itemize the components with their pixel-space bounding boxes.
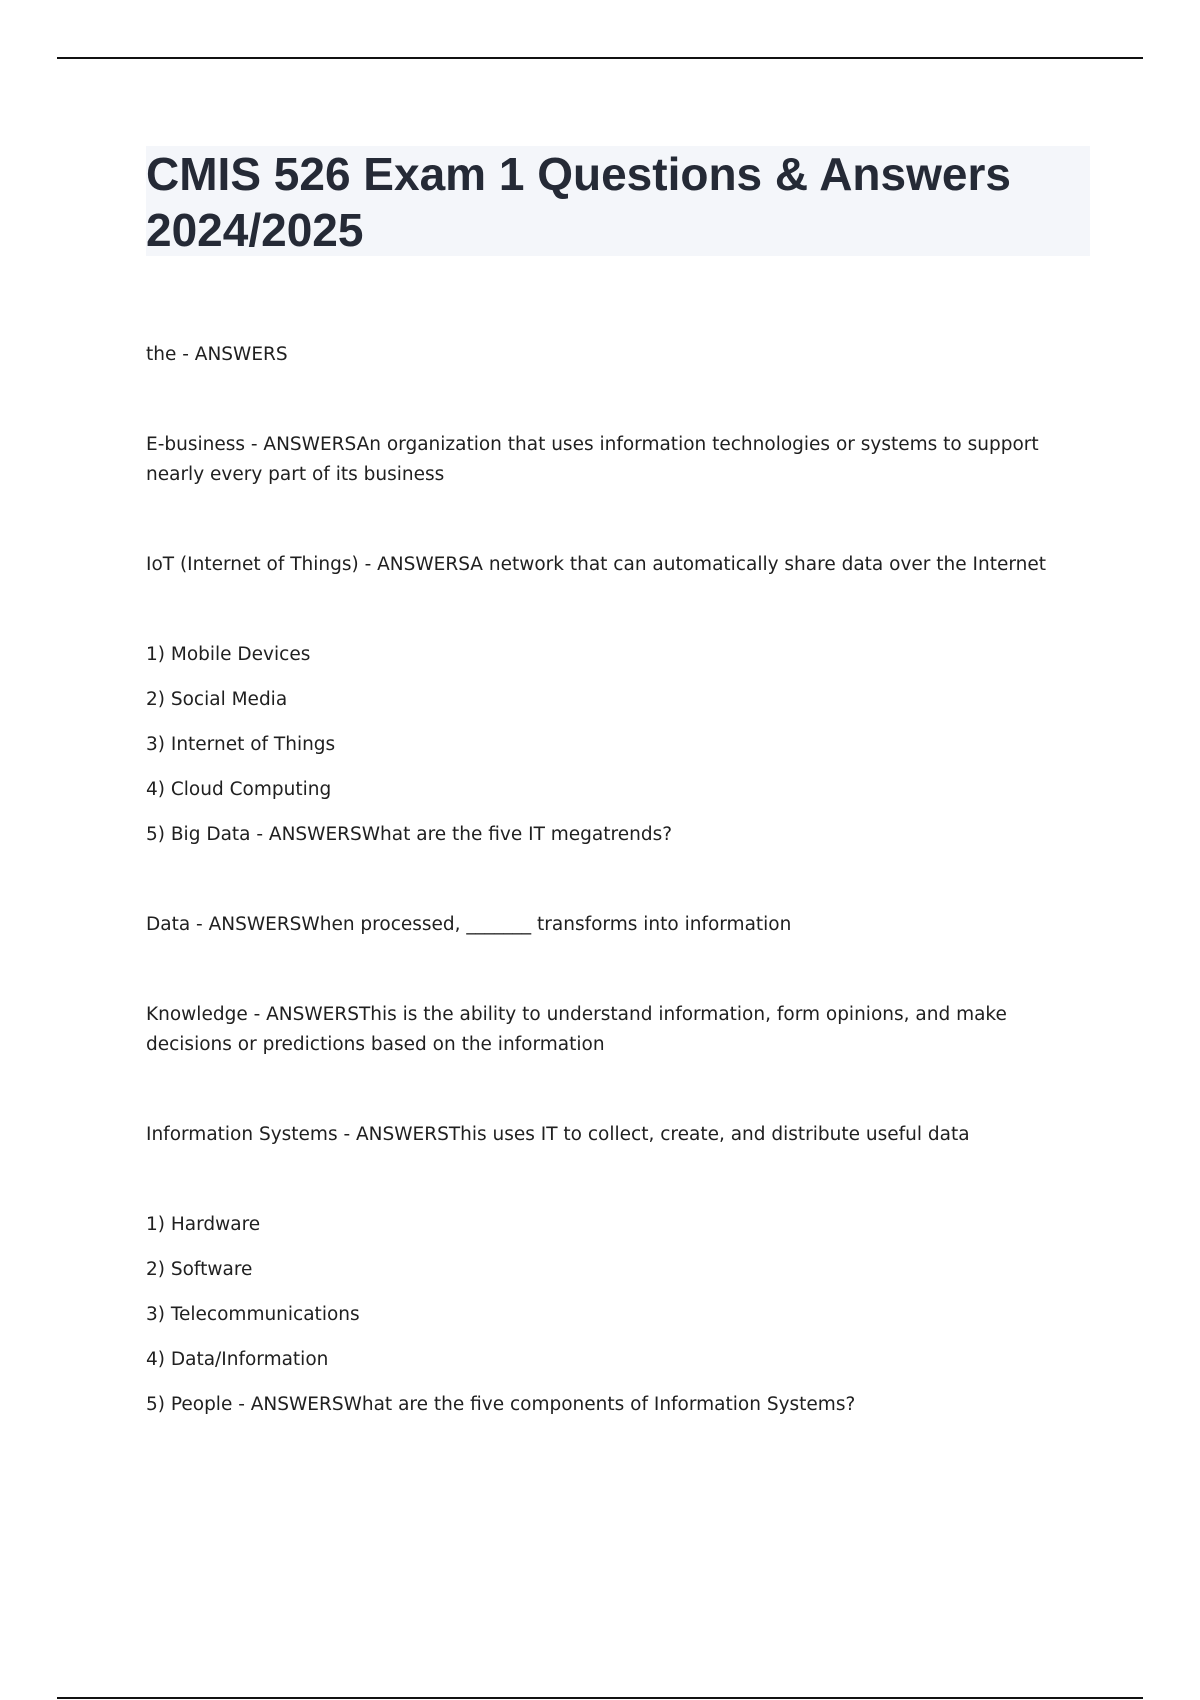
list-line: 2) Social Media	[146, 689, 288, 710]
qa-entry: IoT (Internet of Things) - ANSWERSA network that can automatically share data over the Internet	[146, 554, 1046, 575]
qa-entries	[146, 340, 1090, 1420]
qa-list-entry	[146, 1210, 1090, 1420]
list-line: 2) Software	[146, 1259, 253, 1280]
title-banner	[146, 146, 1090, 256]
list-line: 4) Cloud Computing	[146, 779, 332, 800]
list-line: 1) Mobile Devices	[146, 644, 311, 665]
list-line: 3) Telecommunications	[146, 1304, 360, 1325]
qa-entry: Information Systems - ANSWERSThis uses IT to collect, create, and distribute useful data	[146, 1124, 970, 1145]
qa-entry: E-business - ANSWERSAn organization that uses information technologies or systems to support nearly every part of its business	[146, 434, 1039, 485]
list-line: 5) People - ANSWERSWhat are the five components of Information Systems?	[146, 1394, 856, 1415]
list-line: 4) Data/Information	[146, 1349, 329, 1370]
qa-list-entry	[146, 640, 1090, 850]
document-title: CMIS 526 Exam 1 Questions & Answers 2024/2025	[146, 148, 1011, 256]
bottom-rule	[57, 1697, 1143, 1699]
qa-entry: the - ANSWERS	[146, 344, 288, 365]
qa-entry: Knowledge - ANSWERSThis is the ability to understand information, form opinions, and make decisions or predictions based on the information	[146, 1004, 1007, 1055]
qa-entry: Data - ANSWERSWhen processed, _______ transforms into information	[146, 914, 792, 935]
top-rule	[57, 57, 1143, 59]
document-body	[146, 146, 1090, 1420]
list-line: 1) Hardware	[146, 1214, 261, 1235]
list-line: 5) Big Data - ANSWERSWhat are the five IT megatrends?	[146, 824, 673, 845]
list-line: 3) Internet of Things	[146, 734, 336, 755]
